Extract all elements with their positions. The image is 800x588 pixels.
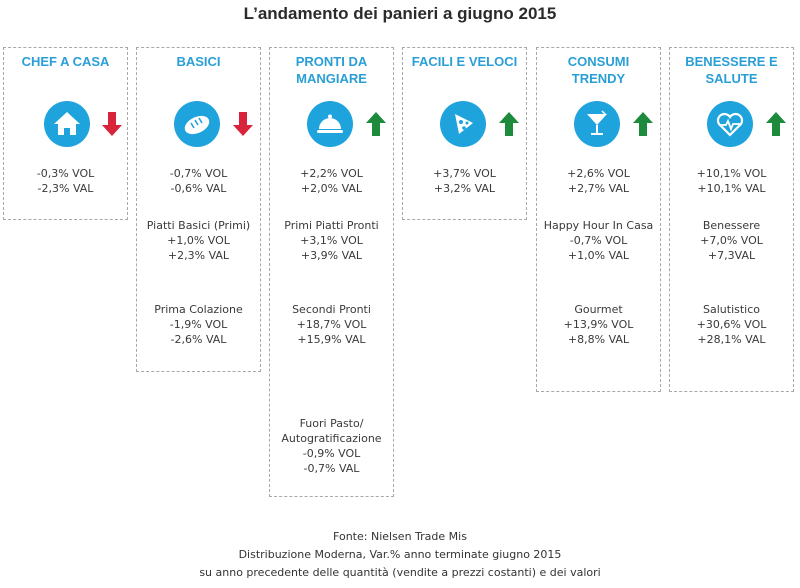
val-value: +2,3% VAL bbox=[167, 249, 230, 262]
val-value: -2,3% VAL bbox=[37, 182, 94, 195]
val-value: +8,8% VAL bbox=[567, 333, 630, 346]
trend-up-arrow-icon bbox=[365, 111, 387, 137]
trend-down-arrow-icon bbox=[101, 111, 123, 137]
vol-value: +30,6% VOL bbox=[696, 318, 767, 331]
subcategory-name: Benessere bbox=[702, 219, 761, 232]
cloche-icon bbox=[307, 101, 353, 147]
vol-value: +3,1% VOL bbox=[300, 234, 363, 247]
trend-down-arrow-icon bbox=[232, 111, 254, 137]
footer-note-2: su anno precedente delle quantità (vendite a prezzi costanti) e dei valori bbox=[199, 566, 601, 579]
subcategory-name: Gourmet bbox=[574, 303, 623, 316]
panel-metrics bbox=[270, 166, 393, 196]
panel-title: BASICI bbox=[176, 54, 221, 69]
footer-source: Fonte: Nielsen Trade Mis bbox=[333, 530, 467, 543]
vol-value: +7,0% VOL bbox=[700, 234, 763, 247]
vol-value: +18,7% VOL bbox=[296, 318, 367, 331]
heart-pulse-icon bbox=[707, 101, 753, 147]
subcategory bbox=[137, 302, 260, 347]
pizza-slice-icon bbox=[440, 101, 486, 147]
subcategory bbox=[137, 218, 260, 263]
cloche-icon-glyph bbox=[307, 101, 353, 147]
trend-up-arrow-icon bbox=[632, 111, 654, 137]
vol-value: -0,7% VOL bbox=[169, 167, 228, 180]
bread-icon bbox=[174, 101, 220, 147]
subcategory bbox=[270, 302, 393, 347]
panel-metrics bbox=[537, 166, 660, 196]
val-value: +3,9% VAL bbox=[300, 249, 363, 262]
val-value: +2,7% VAL bbox=[567, 182, 630, 195]
bread-icon-glyph bbox=[174, 101, 220, 147]
panel-card bbox=[136, 47, 261, 372]
panel-card bbox=[3, 47, 128, 220]
pizza-slice-icon-glyph bbox=[440, 101, 486, 147]
val-value: +3,2% VAL bbox=[433, 182, 496, 195]
panel-title: PRONTI DA MANGIARE bbox=[295, 54, 368, 86]
vol-value: +10,1% VOL bbox=[696, 167, 767, 180]
subcategory bbox=[537, 218, 660, 263]
panel-card bbox=[269, 47, 394, 497]
val-value: +28,1% VAL bbox=[697, 333, 766, 346]
subcategory bbox=[537, 302, 660, 347]
cocktail-icon bbox=[574, 101, 620, 147]
panel-metrics bbox=[670, 166, 793, 196]
val-value: -0,7% VAL bbox=[303, 462, 360, 475]
subcategory-name: Salutistico bbox=[703, 303, 760, 316]
subcategory bbox=[670, 218, 793, 263]
val-value: -2,6% VAL bbox=[170, 333, 227, 346]
vol-value: +13,9% VOL bbox=[563, 318, 634, 331]
vol-value: -0,7% VOL bbox=[569, 234, 628, 247]
panel-title: CHEF A CASA bbox=[21, 54, 110, 69]
vol-value: -0,9% VOL bbox=[302, 447, 361, 460]
panel-metrics bbox=[137, 166, 260, 196]
val-value: +7,3VAL bbox=[707, 249, 756, 262]
vol-value: -1,9% VOL bbox=[169, 318, 228, 331]
panel-title: FACILI E VELOCI bbox=[411, 54, 518, 69]
panel-card bbox=[669, 47, 794, 392]
cocktail-icon-glyph bbox=[574, 101, 620, 147]
panel-card bbox=[536, 47, 661, 392]
subcategory-name: Happy Hour In Casa bbox=[543, 219, 654, 232]
subcategory-name: Fuori Pasto/ bbox=[299, 417, 364, 430]
trend-up-arrow-icon bbox=[498, 111, 520, 137]
vol-value: +3,7% VOL bbox=[433, 167, 496, 180]
val-value: +10,1% VAL bbox=[697, 182, 766, 195]
panel-metrics bbox=[4, 166, 127, 196]
vol-value: +2,6% VOL bbox=[567, 167, 630, 180]
vol-value: -0,3% VOL bbox=[36, 167, 95, 180]
heart-pulse-icon-glyph bbox=[707, 101, 753, 147]
val-value: +2,0% VAL bbox=[300, 182, 363, 195]
page-title: L’andamento dei panieri a giugno 2015 bbox=[243, 4, 557, 23]
footer-note-1: Distribuzione Moderna, Var.% anno terminate giugno 2015 bbox=[238, 548, 562, 561]
panel-metrics bbox=[403, 166, 526, 196]
val-value: -0,6% VAL bbox=[170, 182, 227, 195]
panel-card bbox=[402, 47, 527, 220]
val-value: +1,0% VAL bbox=[567, 249, 630, 262]
panel-title: BENESSERE E SALUTE bbox=[685, 54, 778, 86]
subcategory-name: Prima Colazione bbox=[154, 303, 243, 316]
subcategory bbox=[270, 416, 393, 476]
trend-up-arrow-icon bbox=[765, 111, 787, 137]
vol-value: +2,2% VOL bbox=[300, 167, 363, 180]
subcategory bbox=[670, 302, 793, 347]
subcategory bbox=[270, 218, 393, 263]
house-icon-glyph bbox=[44, 101, 90, 147]
val-value: +15,9% VAL bbox=[297, 333, 366, 346]
subcategory-name: Piatti Basici (Primi) bbox=[146, 219, 251, 232]
house-icon bbox=[44, 101, 90, 147]
subcategory-name: Autogratificazione bbox=[281, 432, 382, 445]
panel-title: CONSUMI TRENDY bbox=[567, 54, 630, 86]
subcategory-name: Secondi Pronti bbox=[292, 303, 371, 316]
subcategory-name: Primi Piatti Pronti bbox=[284, 219, 379, 232]
vol-value: +1,0% VOL bbox=[167, 234, 230, 247]
